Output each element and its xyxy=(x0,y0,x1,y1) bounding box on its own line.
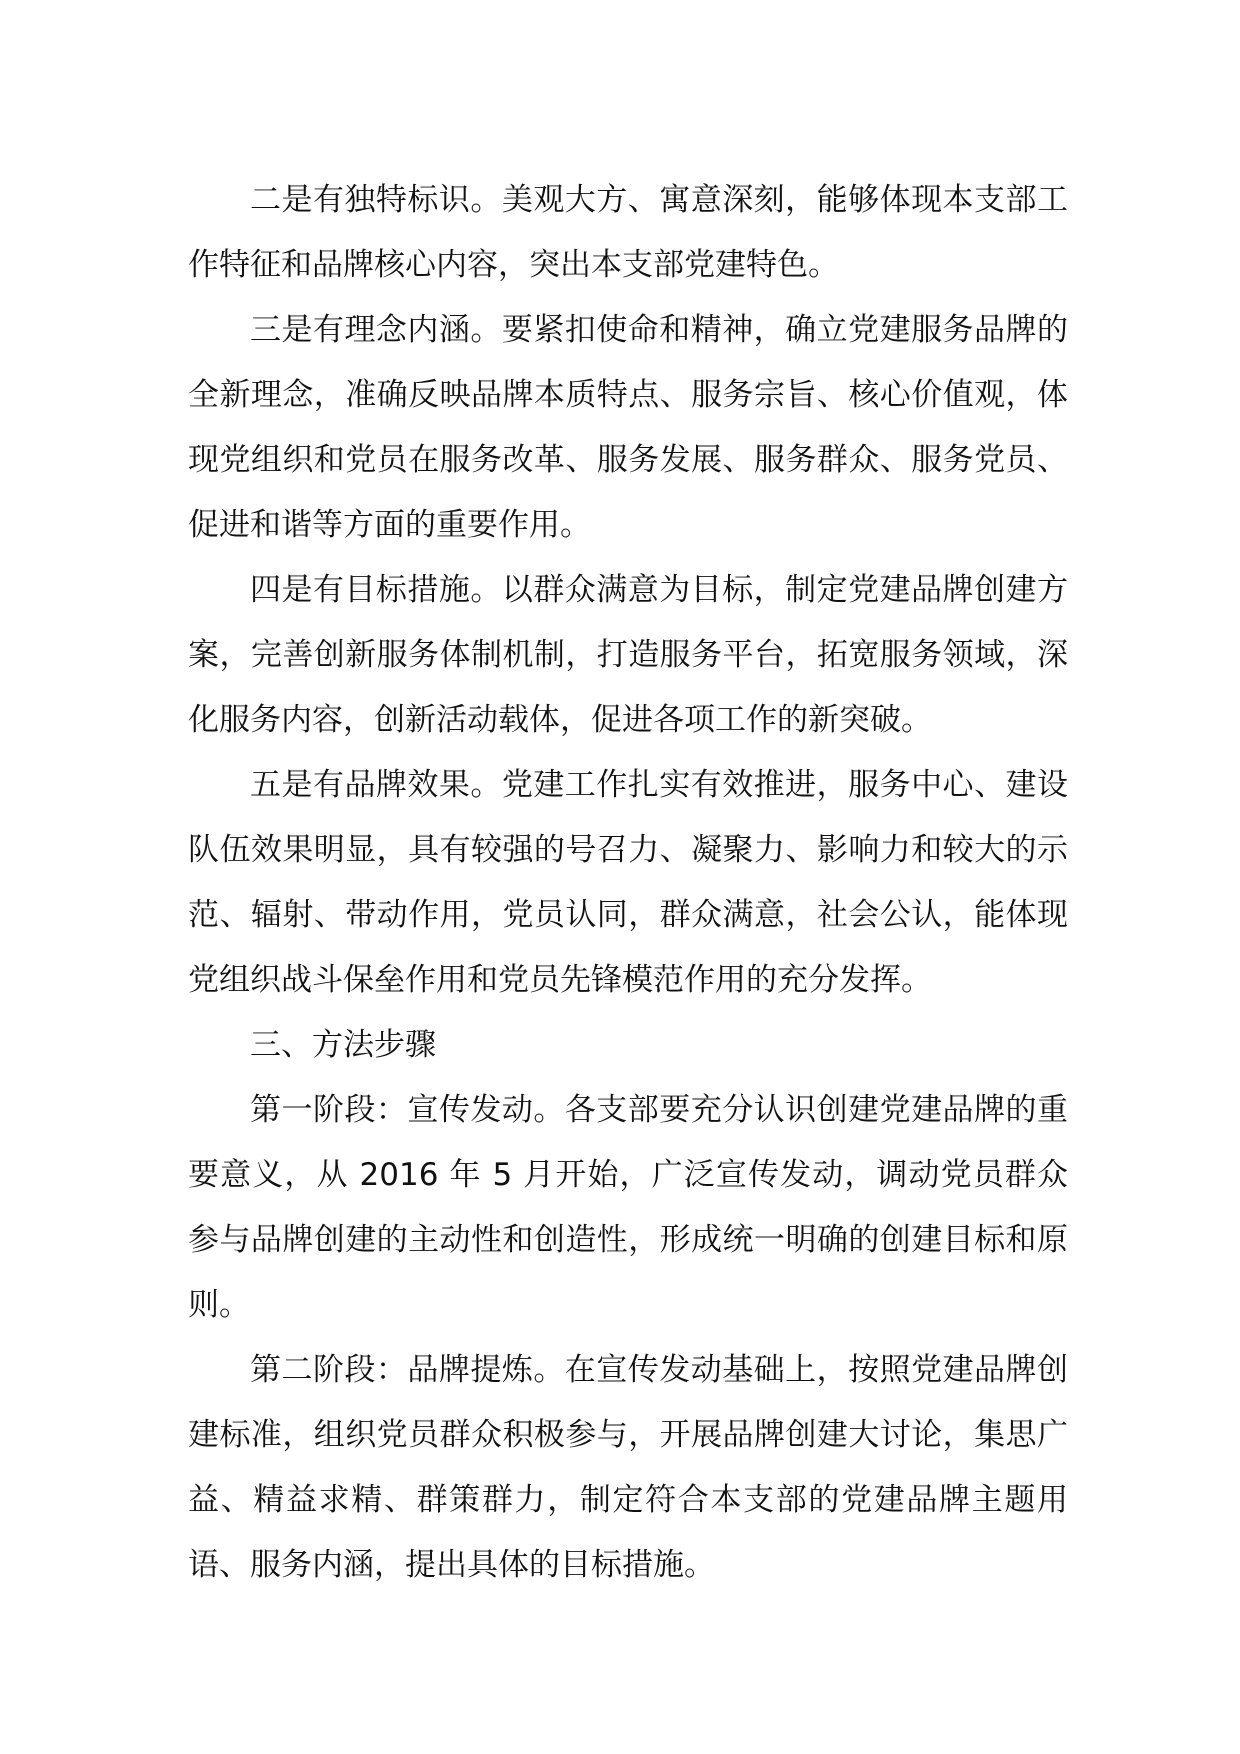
paragraph-stage-one: 第一阶段：宣传发动。各支部要充分认识创建党建品牌的重要意义，从 2016 年 5 月开始，广泛宣传发动，调动党员群众参与品牌创建的主动性和创造性，形成统一明确的创建目标和原则。 xyxy=(188,1092,1068,1323)
paragraph-distinctive-logo: 二是有独特标识。美观大方、寓意深刻，能够体现本支部工作特征和品牌核心内容，突出本支部党建特色。 xyxy=(188,182,1068,283)
paragraph-concept-connotation: 三是有理念内涵。要紧扣使命和精神，确立党建服务品牌的全新理念，准确反映品牌本质特点、服务宗旨、核心价值观，体现党组织和党员在服务改革、服务发展、服务群众、服务党员、促进和谐等方面的重要作用。 xyxy=(188,312,1068,543)
section-heading-method-steps: 三、方法步骤 xyxy=(250,1027,436,1063)
paragraph-goal-measures: 四是有目标措施。以群众满意为目标，制定党建品牌创建方案，完善创新服务体制机制，打造服务平台，拓宽服务领域，深化服务内容，创新活动载体，促进各项工作的新突破。 xyxy=(188,572,1068,738)
document-body xyxy=(188,168,1068,1598)
paragraph-stage-two: 第二阶段：品牌提炼。在宣传发动基础上，按照党建品牌创建标准，组织党员群众积极参与，开展品牌创建大讨论，集思广益、精益求精、群策群力，制定符合本支部的党建品牌主题用语、服务内涵，提出具体的目标措施。 xyxy=(188,1352,1068,1583)
paragraph-brand-effect: 五是有品牌效果。党建工作扎实有效推进，服务中心、建设队伍效果明显，具有较强的号召力、凝聚力、影响力和较大的示范、辐射、带动作用，党员认同，群众满意，社会公认，能体现党组织战斗保垒作用和党员先锋模范作用的充分发挥。 xyxy=(188,767,1068,998)
